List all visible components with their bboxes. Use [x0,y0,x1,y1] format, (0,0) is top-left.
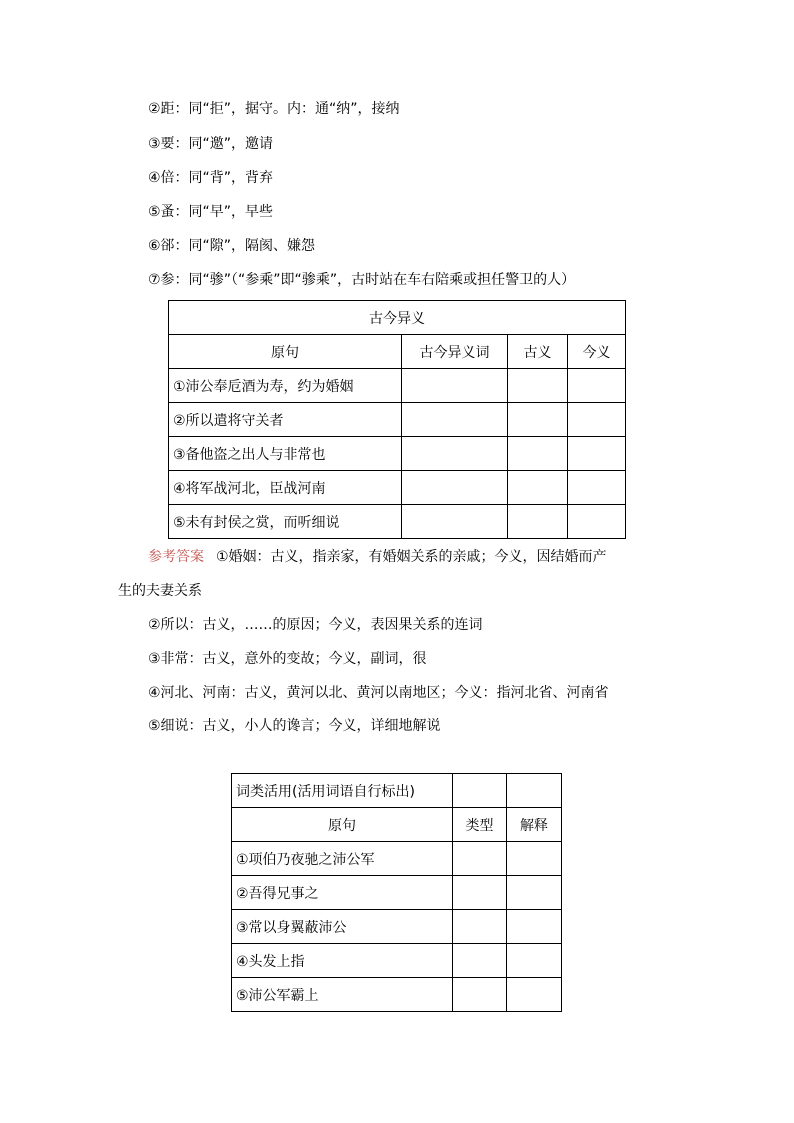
table1-header-ancient: 古义 [508,335,568,369]
table-row [232,876,562,910]
answer-item-1-cont: 生的夫妻关系 [118,583,202,599]
word-class-usage-table [231,773,562,1012]
ancient-modern-meaning-table [168,300,626,539]
table1-cell-empty [402,505,508,539]
table2-cell-empty [453,842,507,876]
note-line-4: ④倍：同“背”，背弃 [148,170,274,186]
table2-header-type: 类型 [453,808,507,842]
table2-header-sentence: 原句 [232,808,453,842]
table2-row-sentence: ①项伯乃夜驰之沛公军 [232,842,453,876]
answer-item-4: ④河北、河南：古义，黄河以北、黄河以南地区；今义：指河北省、河南省 [148,685,609,701]
table1-row-sentence: ⑤未有封侯之赏，而听细说 [169,505,402,539]
table2-cell-empty [453,876,507,910]
table1-cell-empty [402,369,508,403]
answer-item-1: ①婚姻：古义，指亲家，有婚姻关系的亲戚；今义，因结婚而产 [216,549,607,565]
answer-first-line [148,547,607,567]
table1-cell-empty [508,369,568,403]
table1-row-sentence: ②所以遣将守关者 [169,403,402,437]
table2-cell-empty [507,876,562,910]
table2-cell-empty [507,978,562,1012]
table1-cell-empty [508,471,568,505]
note-line-5: ⑤蚤：同“早”，早些 [148,204,274,220]
table1-cell-empty [508,403,568,437]
table1-row-sentence: ③备他盗之出人与非常也 [169,437,402,471]
table-row [232,842,562,876]
table2-header-explanation: 解释 [507,808,562,842]
table2-cell-empty [453,910,507,944]
answer-label: 参考答案 [148,549,204,565]
table1-cell-empty [568,471,626,505]
table2-cell-empty [507,944,562,978]
table2-title: 词类活用(活用词语自行标出) [232,774,453,808]
table2-cell-empty [453,978,507,1012]
table2-cell-empty [507,910,562,944]
table1-cell-empty [402,437,508,471]
table2-row-sentence: ②吾得兄事之 [232,876,453,910]
note-line-2: ②距：同“拒”，据守。内：通“纳”，接纳 [148,101,400,117]
table2-row-sentence: ④头发上指 [232,944,453,978]
table1-cell-empty [508,437,568,471]
note-line-7: ⑦参：同“骖”（“参乘”即“骖乘”，古时站在车右陪乘或担任警卫的人） [148,272,576,288]
table-row [232,910,562,944]
table1-header-word: 古今异义词 [402,335,508,369]
table2-cell-empty [453,944,507,978]
note-line-6: ⑥郤：同“隙”，隔阂、嫌怨 [148,238,316,254]
table-row [169,403,626,437]
table1-row-sentence: ④将军战河北，臣战河南 [169,471,402,505]
table1-cell-empty [568,437,626,471]
table2-cell-empty [507,842,562,876]
table1-cell-empty [568,505,626,539]
table1-row-sentence: ①沛公奉卮酒为寿，约为婚姻 [169,369,402,403]
table1-cell-empty [508,505,568,539]
answer-item-2: ②所以：古义，……的原因；今义，表因果关系的连词 [148,617,483,633]
table1-cell-empty [402,471,508,505]
table-row [232,978,562,1012]
table1-title: 古今异义 [169,301,626,335]
table-row [232,944,562,978]
table2-cell-empty [453,774,507,808]
answer-item-3: ③非常：古义，意外的变故；今义，副词，很 [148,651,427,667]
table1-cell-empty [568,403,626,437]
table1-cell-empty [568,369,626,403]
table2-row-sentence: ③常以身翼蔽沛公 [232,910,453,944]
table1-cell-empty [402,403,508,437]
answer-item-5: ⑤细说：古义，小人的谗言；今义，详细地解说 [148,718,441,734]
table1-header-modern: 今义 [568,335,626,369]
table-row [169,505,626,539]
table2-row-sentence: ⑤沛公军霸上 [232,978,453,1012]
table-row [169,369,626,403]
note-line-3: ③要：同“邀”，邀请 [148,136,274,152]
table-row [169,471,626,505]
table1-header-sentence: 原句 [169,335,402,369]
table2-cell-empty [507,774,562,808]
table-row [169,437,626,471]
